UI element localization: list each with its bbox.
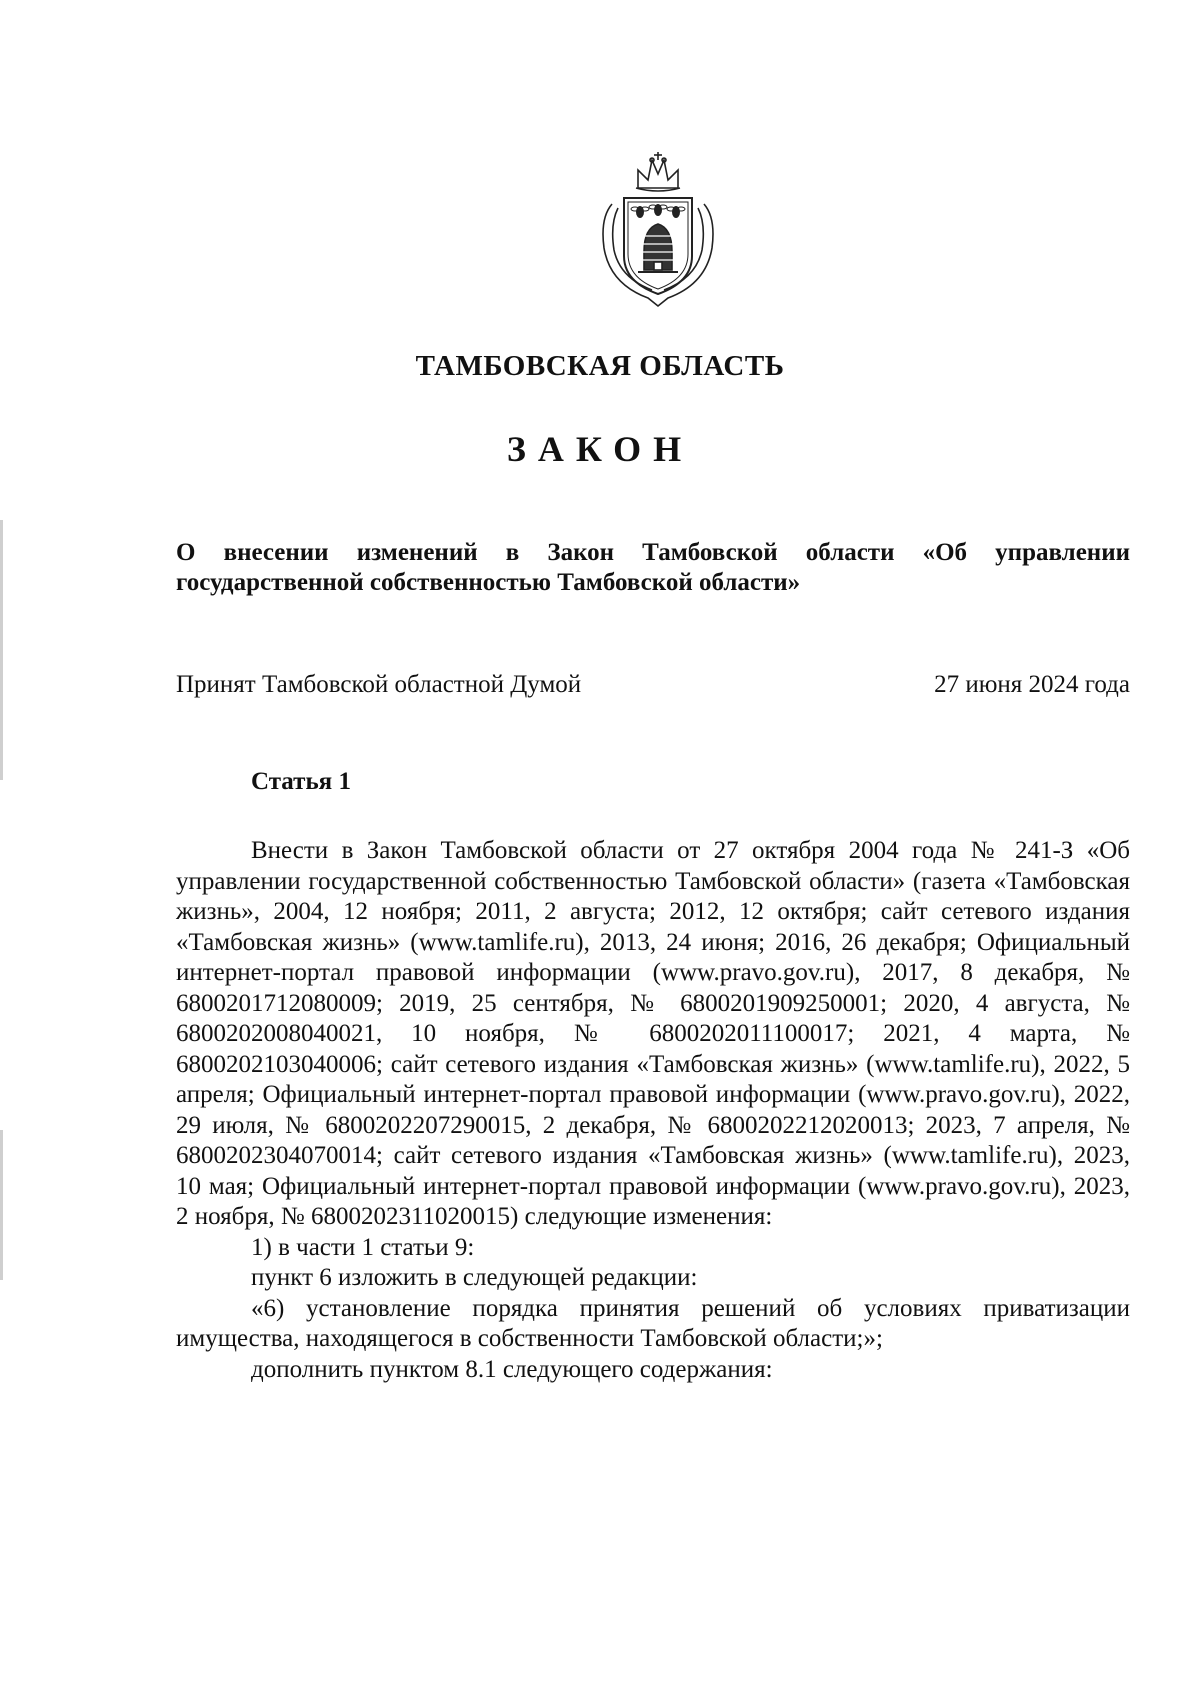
scan-edge-mark: [0, 520, 3, 780]
tambov-region-coat-of-arms-icon: [592, 148, 724, 310]
article-body: [176, 836, 1130, 1385]
document-type: ЗАКОН: [506, 429, 694, 469]
region-title: ТАМБОВСКАЯ ОБЛАСТЬ: [415, 350, 785, 382]
scan-edge-mark: [0, 1130, 3, 1280]
article-paragraph: Внести в Закон Тамбовской области от 27 октября 2004 года № 241-З «Об управлении государственной собственностью Тамбовской области» (газета «Тамбовская жизнь», 2004, 12 ноября; 2011, 2 августа; 2012, 12 октября; сайт сетевого издания «Тамбовская жизнь» (www.tamlife.ru), 2013, 24 июня; 2016, 26 декабря; Официальный интернет-портал правовой информации (www.pravo.gov.ru), 2017, 8 декабря, № 6800201712080009; 2019, 25 сентября, № 6800201909250001; 2020, 4 августа, № 6800202008040021, 10 ноября, № 6800202011100017; 2021, 4 марта, № 6800202103040006; сайт сетевого издания «Тамбовская жизнь» (www.tamlife.ru), 2022, 5 апреля; Официальный интернет-портал правовой информации (www.pravo.gov.ru), 2022, 29 июля, № 6800202207290015, 2 декабря, № 6800202212020013; 2023, 7 апреля, № 6800202304070014; сайт сетевого издания «Тамбовская жизнь» (www.tamlife.ru), 2023, 10 мая; Официальный интернет-портал правовой информации (www.pravo.gov.ru), 2023, 2 ноября, № 6800202311020015) следующие изменения:: [176, 837, 1130, 1230]
article-paragraph: 1) в части 1 статьи 9:: [251, 1233, 475, 1261]
adopted-by: Принят Тамбовской областной Думой: [176, 671, 582, 698]
adoption-date: 27 июня 2024 года: [934, 671, 1130, 698]
article-paragraph: пункт 6 изложить в следующей редакции:: [251, 1264, 698, 1291]
article-paragraph: «6) установление порядка принятия решений об условиях приватизации имущества, находящегося в собственности Тамбовской области;»;: [176, 1294, 1130, 1352]
article-heading: Статья 1: [251, 768, 351, 795]
article-paragraph: дополнить пунктом 8.1 следующего содержания:: [251, 1355, 773, 1383]
law-title: О внесении изменений в Закон Тамбовской области «Об управлении государственной собственностью Тамбовской области»: [176, 539, 1130, 596]
